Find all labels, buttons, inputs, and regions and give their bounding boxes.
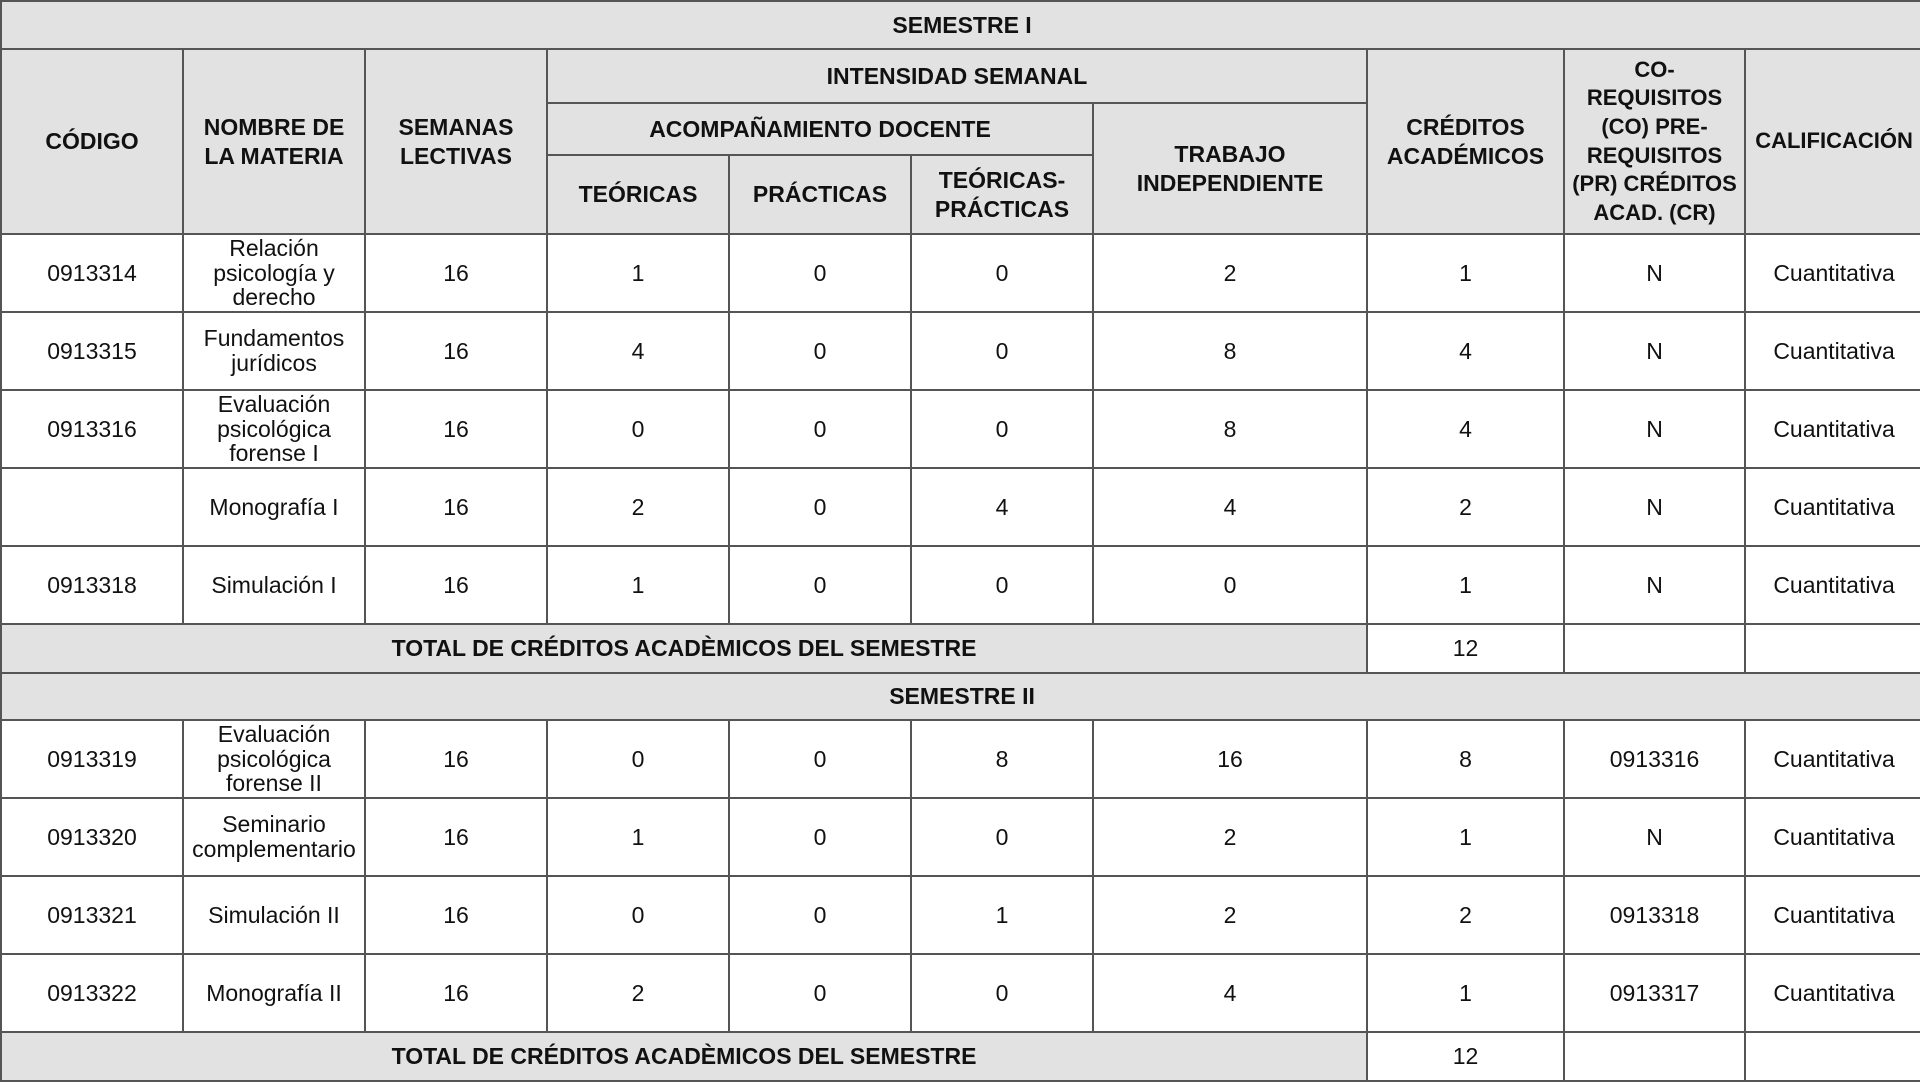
cell-nombre: Seminario complementario [183,798,365,876]
cell-calificacion: Cuantitativa [1745,546,1920,624]
cell-trabajo: 16 [1093,720,1367,798]
cell-teoricas-practicas: 4 [911,468,1093,546]
cell-creditos: 8 [1367,720,1564,798]
cell-practicas: 0 [729,468,911,546]
cell-requisitos: 0913318 [1564,876,1745,954]
cell-nombre: Evaluación psicológica forense II [183,720,365,798]
cell-calificacion: Cuantitativa [1745,390,1920,468]
empty-cell [1745,1032,1920,1081]
cell-codigo: 0913319 [1,720,183,798]
header-nombre-materia: NOMBRE DE LA MATERIA [183,49,365,234]
cell-nombre: Monografía II [183,954,365,1032]
cell-requisitos: 0913317 [1564,954,1745,1032]
cell-teoricas: 0 [547,390,729,468]
cell-teoricas-practicas: 0 [911,234,1093,312]
cell-semanas: 16 [365,720,547,798]
cell-creditos: 1 [1367,234,1564,312]
cell-teoricas-practicas: 8 [911,720,1093,798]
cell-practicas: 0 [729,312,911,390]
table-row [1,546,1920,624]
cell-calificacion: Cuantitativa [1745,234,1920,312]
cell-semanas: 16 [365,312,547,390]
cell-codigo: 0913318 [1,546,183,624]
table-row [1,798,1920,876]
cell-creditos: 4 [1367,312,1564,390]
header-creditos-academicos: CRÉDITOS ACADÉMICOS [1367,49,1564,234]
cell-semanas: 16 [365,954,547,1032]
cell-requisitos: N [1564,468,1745,546]
cell-requisitos: N [1564,798,1745,876]
cell-teoricas-practicas: 0 [911,954,1093,1032]
cell-requisitos: 0913316 [1564,720,1745,798]
cell-nombre: Simulación I [183,546,365,624]
cell-practicas: 0 [729,390,911,468]
header-calificacion: CALIFICACIÓN [1745,49,1920,234]
table-row [1,468,1920,546]
cell-teoricas: 0 [547,720,729,798]
header-codigo: CÓDIGO [1,49,183,234]
cell-creditos: 2 [1367,468,1564,546]
cell-requisitos: N [1564,234,1745,312]
cell-semanas: 16 [365,546,547,624]
cell-codigo: 0913316 [1,390,183,468]
table-row [1,234,1920,312]
cell-requisitos: N [1564,312,1745,390]
cell-codigo [1,468,183,546]
cell-practicas: 0 [729,954,911,1032]
header-trabajo-independiente: TRABAJO INDEPENDIENTE [1093,103,1367,234]
cell-creditos: 1 [1367,546,1564,624]
cell-teoricas: 0 [547,876,729,954]
table-row [1,876,1920,954]
cell-creditos: 1 [1367,954,1564,1032]
cell-teoricas: 1 [547,234,729,312]
cell-trabajo: 2 [1093,798,1367,876]
cell-codigo: 0913320 [1,798,183,876]
semester-1-title: SEMESTRE I [1,1,1920,49]
cell-teoricas: 1 [547,798,729,876]
cell-calificacion: Cuantitativa [1745,798,1920,876]
cell-teoricas: 2 [547,468,729,546]
cell-trabajo: 2 [1093,876,1367,954]
cell-requisitos: N [1564,390,1745,468]
cell-semanas: 16 [365,390,547,468]
header-practicas: PRÁCTICAS [729,155,911,234]
semester-2-total-value: 12 [1367,1032,1564,1081]
cell-calificacion: Cuantitativa [1745,468,1920,546]
cell-semanas: 16 [365,798,547,876]
cell-semanas: 16 [365,468,547,546]
cell-calificacion: Cuantitativa [1745,312,1920,390]
table-row [1,954,1920,1032]
cell-trabajo: 8 [1093,390,1367,468]
cell-teoricas: 1 [547,546,729,624]
cell-teoricas-practicas: 0 [911,312,1093,390]
cell-semanas: 16 [365,876,547,954]
cell-teoricas: 4 [547,312,729,390]
cell-practicas: 0 [729,798,911,876]
header-teoricas-practicas: TEÓRICAS-PRÁCTICAS [911,155,1093,234]
cell-practicas: 0 [729,876,911,954]
table-row [1,720,1920,798]
cell-requisitos: N [1564,546,1745,624]
cell-teoricas-practicas: 0 [911,546,1093,624]
cell-nombre: Simulación II [183,876,365,954]
cell-trabajo: 4 [1093,468,1367,546]
cell-practicas: 0 [729,234,911,312]
table-row [1,390,1920,468]
cell-codigo: 0913315 [1,312,183,390]
cell-teoricas-practicas: 0 [911,390,1093,468]
cell-codigo: 0913314 [1,234,183,312]
semester-1-total-label: TOTAL DE CRÉDITOS ACADÈMICOS DEL SEMESTRE [1,624,1367,673]
cell-creditos: 4 [1367,390,1564,468]
empty-cell [1745,624,1920,673]
header-semanas-lectivas: SEMANAS LECTIVAS [365,49,547,234]
header-requisitos: CO-REQUISITOS (CO) PRE-REQUISITOS (PR) CRÉDITOS ACAD. (CR) [1564,49,1745,234]
semester-2-total-label: TOTAL DE CRÉDITOS ACADÈMICOS DEL SEMESTRE [1,1032,1367,1081]
header-intensidad-semanal: INTENSIDAD SEMANAL [547,49,1367,103]
cell-teoricas: 2 [547,954,729,1032]
cell-practicas: 0 [729,720,911,798]
cell-nombre: Relación psicología y derecho [183,234,365,312]
cell-practicas: 0 [729,546,911,624]
empty-cell [1564,624,1745,673]
cell-semanas: 16 [365,234,547,312]
cell-trabajo: 8 [1093,312,1367,390]
empty-cell [1564,1032,1745,1081]
cell-nombre: Evaluación psicológica forense I [183,390,365,468]
cell-trabajo: 0 [1093,546,1367,624]
cell-calificacion: Cuantitativa [1745,954,1920,1032]
cell-teoricas-practicas: 0 [911,798,1093,876]
cell-calificacion: Cuantitativa [1745,876,1920,954]
cell-codigo: 0913321 [1,876,183,954]
cell-calificacion: Cuantitativa [1745,720,1920,798]
cell-creditos: 2 [1367,876,1564,954]
header-teoricas: TEÓRICAS [547,155,729,234]
cell-creditos: 1 [1367,798,1564,876]
cell-trabajo: 2 [1093,234,1367,312]
cell-trabajo: 4 [1093,954,1367,1032]
cell-nombre: Fundamentos jurídicos [183,312,365,390]
cell-teoricas-practicas: 1 [911,876,1093,954]
cell-codigo: 0913322 [1,954,183,1032]
semester-1-total-value: 12 [1367,624,1564,673]
cell-nombre: Monografía I [183,468,365,546]
semester-2-title: SEMESTRE II [1,673,1920,720]
header-acompanamiento-docente: ACOMPAÑAMIENTO DOCENTE [547,103,1093,155]
table-row [1,312,1920,390]
